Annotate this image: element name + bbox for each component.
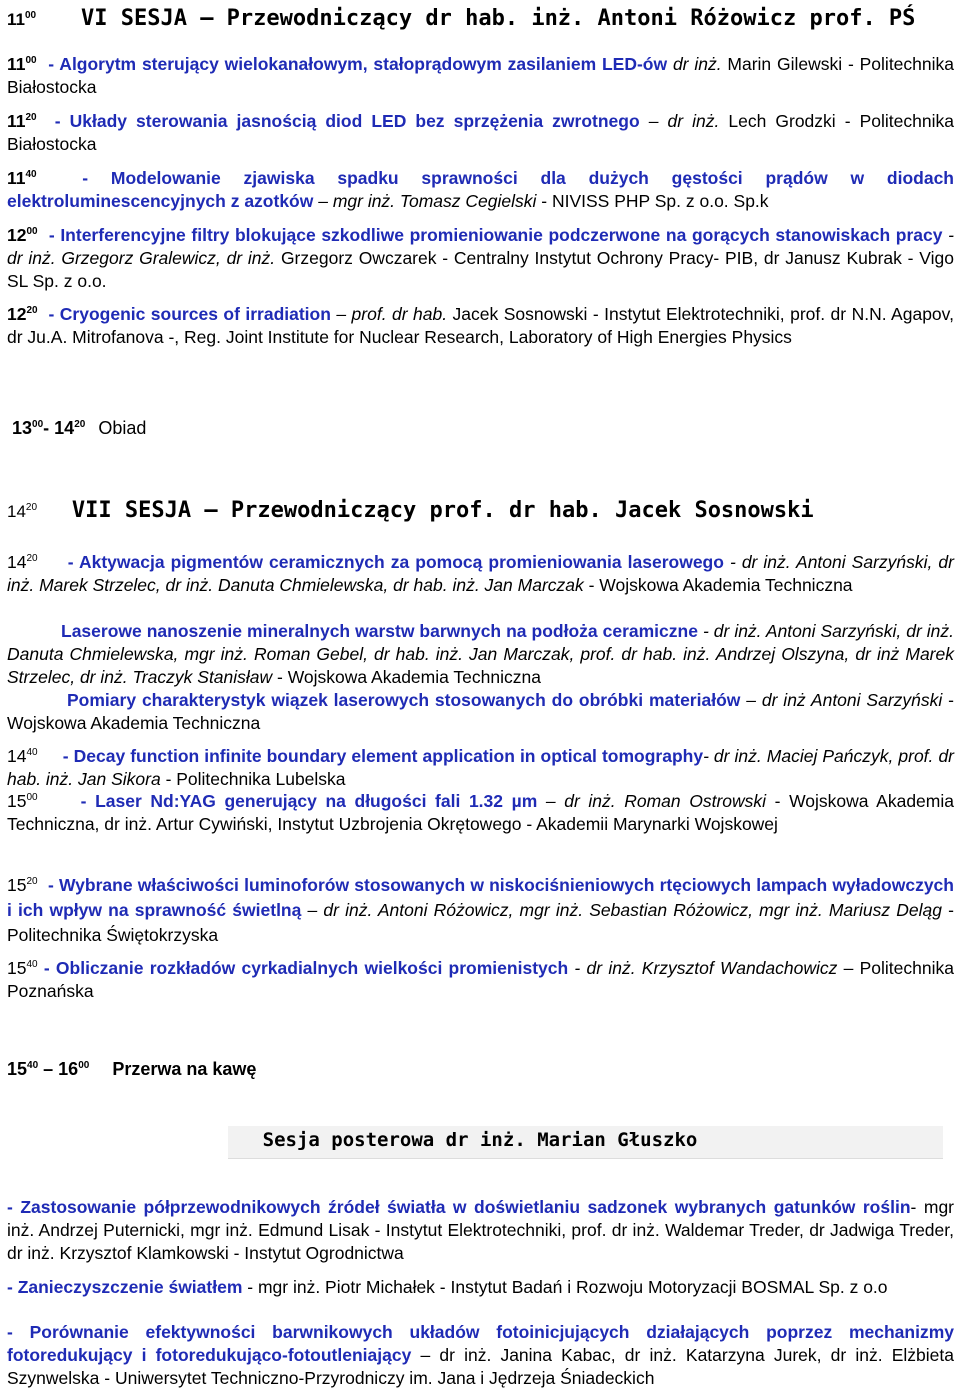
talk-minute: 40 xyxy=(26,747,38,758)
talk-hour: 15 xyxy=(7,875,27,895)
talk-title: - Układy sterowania jasnością diod LED bez sprzężenia zwrotnego xyxy=(54,111,640,131)
talk-minute: 20 xyxy=(26,876,38,887)
talk-title: - Wybrane właściwości luminoforów stosowanych w niskociśnieniowych rtęciowych lampach wyładowczych i ich wpływ na sprawność świetlną xyxy=(7,875,954,920)
break-start-minute: 40 xyxy=(27,1060,39,1071)
talk-1420 xyxy=(7,551,954,597)
lunch-start-minute: 00 xyxy=(32,419,44,430)
session-7-hour: 14 xyxy=(7,502,26,521)
talk-authors: - dr inż. Krzysztof Wandachowicz xyxy=(568,958,838,978)
talk-hour: 12 xyxy=(7,304,27,324)
talk-title: - Aktywacja pigmentów ceramicznych za pomocą promieniowania laserowego xyxy=(67,552,724,572)
talk-authors: – dr inż. xyxy=(639,111,720,131)
talk-minute: 40 xyxy=(25,169,37,180)
poster-authors: - mgr inż. Andrzej Puternicki, mgr inż. Edmund Lisak - Instytut Elektrotechniki, prof. dr inż. Waldemar Treder, dr Jadwiga Treder, dr inż. Krzysztof Klamkowski - Instytut Ogrodnictwa xyxy=(7,1197,955,1263)
talk-affiliation: - Politechnika Świętokrzyska xyxy=(7,900,954,945)
talk-affiliation: – Politechnika Poznańska xyxy=(7,958,954,1001)
talk-hour: 11 xyxy=(7,54,26,74)
talk-hour: 15 xyxy=(7,958,27,978)
poster-item xyxy=(7,1196,954,1264)
talk-affiliation: Marin Gilewski - Politechnika Białostocka xyxy=(7,54,954,97)
session-7-title: VII SESJA – Przewodniczący prof. dr hab. Jacek Sosnowski xyxy=(71,498,814,523)
talk-authors: – dr inż Antoni Sarzyński xyxy=(740,690,943,710)
talk-authors: - dr inż. Antoni Sarzyński, dr inż. Marek Strzelec, dr inż. Danuta Chmielewska, dr hab. inż. Jan Marczak xyxy=(7,552,954,595)
talk-pomiary-charakterystyk xyxy=(7,689,954,735)
lunch-label: Obiad xyxy=(98,418,147,438)
session-6-title: VI SESJA – Przewodniczący dr hab. inż. Antoni Różowicz prof. PŚ xyxy=(80,6,916,31)
talk-1540 xyxy=(7,957,954,1003)
talk-minute: 00 xyxy=(26,792,38,803)
break-separator: – xyxy=(38,1059,59,1079)
talk-title: - Modelowanie zjawiska spadku sprawności dla dużych gęstości prądów w diodach elektroluminescencyjnych z azotków xyxy=(7,168,954,211)
talk-authors: – prof. dr hab. xyxy=(330,304,448,324)
talk-affiliation: Lech Grodzki - Politechnika Białostocka xyxy=(7,111,954,154)
talk-1120 xyxy=(7,110,954,156)
lunch-separator: - xyxy=(43,418,55,438)
break-start-hour: 15 xyxy=(7,1059,28,1079)
talk-1100 xyxy=(7,53,954,99)
lunch-start-hour: 13 xyxy=(12,418,33,438)
talk-affiliation: - Wojskowa Akademia Techniczna, dr inż. Artur Cywiński, Instytut Uzbrojenia Okrętowego - Akademii Marynarki Wojskowej xyxy=(7,791,954,834)
talk-title: - Algorytm sterujący wielokanałowym, stałoprądowym zasilaniem LED-ów xyxy=(48,54,668,74)
poster-title: - Zanieczyszczenie światłem xyxy=(7,1277,243,1297)
poster-session-title: Sesja posterowa dr inż. Marian Głuszko xyxy=(262,1129,698,1151)
talk-hour: 14 xyxy=(7,746,27,766)
break-end-hour: 16 xyxy=(58,1059,79,1079)
poster-title: - Zastosowanie półprzewodnikowych źródeł światła w doświetlaniu sadzonek wybranych gatunków roślin xyxy=(7,1197,911,1217)
poster-authors: - mgr inż. Piotr Michałek - Instytut Badań i Rozwoju Motoryzacji BOSMAL Sp. z o.o xyxy=(242,1277,888,1297)
talk-1500 xyxy=(7,790,954,836)
session-6-hour: 11 xyxy=(7,10,25,29)
talk-hour: 12 xyxy=(7,225,27,245)
talk-title: - Laser Nd:YAG generujący na długości fali 1.32 µm xyxy=(80,791,538,811)
talk-affiliation: - Wojskowa Akademia Techniczna xyxy=(272,666,541,687)
talk-1200 xyxy=(7,224,954,292)
talk-authors: - dr inż. Maciej Pańczyk, prof. dr hab. inż. Jan Sikora xyxy=(7,746,955,789)
poster-item xyxy=(7,1321,954,1389)
talk-affiliation: Grzegorz Owczarek - Centralny Instytut Ochrony Pracy- PIB, dr Janusz Kubrak - Vigo SL Sp. z o.o. xyxy=(7,247,954,291)
poster-authors: – dr inż. Janina Kabac, dr inż. Katarzyna Jurek, dr inż. Elżbieta Szynwelska - Uniwersytet Techniczno-Przyrodniczy im. Jana i Jędrzeja Śniadeckich xyxy=(7,1344,954,1388)
talk-minute: 00 xyxy=(25,55,37,66)
poster-item xyxy=(7,1276,954,1299)
coffee-break xyxy=(7,1059,256,1080)
talk-1520 xyxy=(7,873,954,948)
poster-title: - Porównanie efektywności barwnikowych układów fotoinicjujących działających poprzez mechanizmy fotoredukujący i fotoredukująco-fotoutleniający xyxy=(7,1322,954,1365)
session-6-minute: 00 xyxy=(24,10,37,21)
talk-authors: – dr inż. Antoni Różowicz, mgr inż. Sebastian Różowicz, mgr inż. Mariusz Deląg xyxy=(301,900,942,920)
talk-affiliation: - NIVISS PHP Sp. z o.o. Sp.k xyxy=(536,190,769,211)
talk-affiliation: Jacek Sosnowski - Instytut Elektrotechniki, prof. dr N.N. Agapov, dr Ju.A. Mitrofanova -, Reg. Joint Institute for Nuclear Research, Laboratory of High Energies Physics xyxy=(7,304,954,347)
talk-minute: 40 xyxy=(26,959,38,970)
lunch-break xyxy=(12,418,146,439)
talk-hour: 11 xyxy=(7,168,26,188)
talk-affiliation: - Wojskowa Akademia Techniczna xyxy=(7,690,954,733)
talk-authors: – mgr inż. Tomasz Cegielski xyxy=(313,190,537,211)
talk-minute: 20 xyxy=(26,553,38,564)
talk-minute: 00 xyxy=(26,226,38,237)
talk-title: - Obliczanie rozkładów cyrkadialnych wielkości promienistych xyxy=(43,958,569,978)
talk-authors: - dr inż. Grzegorz Gralewicz, dr inż. xyxy=(7,225,954,268)
talk-authors: - dr inż. Antoni Sarzyński, dr inż. Danuta Chmielewska, mgr inż. Roman Gebel, dr hab. inż. Jan Marczak, prof. dr hab. inż. Andrzej Olszyna, dr inż Marek Strzelec, dr inż. Traczyk Stanisław xyxy=(7,621,954,687)
talk-1440 xyxy=(7,745,954,791)
session-7-minute: 20 xyxy=(25,502,38,513)
session-6-header xyxy=(7,6,957,31)
lunch-end-minute: 20 xyxy=(74,419,86,430)
talk-title: Laserowe nanoszenie mineralnych warstw barwnych na podłoża ceramiczne xyxy=(61,621,698,641)
talk-laserowe-nanoszenie xyxy=(7,620,954,688)
session-7-header xyxy=(7,498,957,523)
talk-authors: dr inż. xyxy=(667,54,722,74)
talk-1220 xyxy=(7,303,954,349)
talk-minute: 20 xyxy=(26,305,38,316)
talk-minute: 20 xyxy=(25,112,37,123)
talk-affiliation: - Politechnika Lubelska xyxy=(160,768,346,789)
talk-hour: 11 xyxy=(7,111,26,131)
lunch-end-hour: 14 xyxy=(54,418,75,438)
break-end-minute: 00 xyxy=(78,1060,90,1071)
break-label: Przerwa na kawę xyxy=(112,1059,257,1079)
talk-hour: 14 xyxy=(7,552,27,572)
talk-affiliation: - Wojskowa Akademia Techniczna xyxy=(583,574,853,595)
talk-1140 xyxy=(7,167,954,213)
talk-title: Pomiary charakterystyk wiązek laserowych stosowanych do obróbki materiałów xyxy=(67,690,741,710)
talk-title: - Decay function infinite boundary element application in optical tomography xyxy=(62,746,704,766)
talk-title: - Interferencyjne filtry blokujące szkodliwe promieniowanie podczerwone na gorących stanowiskach pracy xyxy=(48,225,943,245)
talk-authors: – dr inż. Roman Ostrowski xyxy=(537,791,767,811)
talk-title: - Cryogenic sources of irradiation xyxy=(48,304,331,324)
talk-hour: 15 xyxy=(7,791,27,811)
